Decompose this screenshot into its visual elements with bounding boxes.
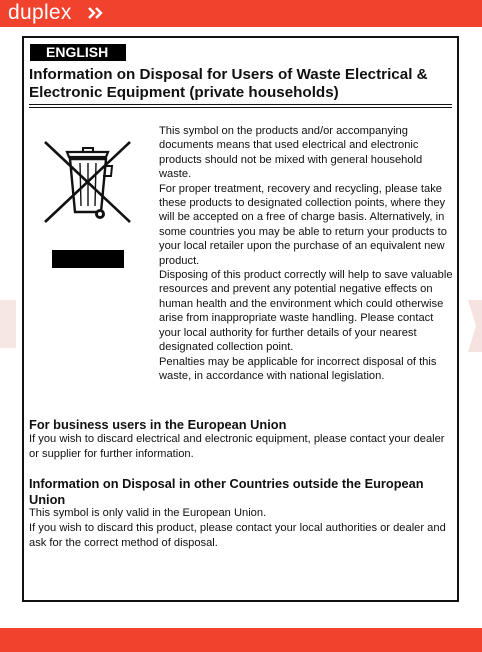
double-chevron-icon (88, 7, 104, 19)
outside-eu-text (29, 506, 454, 551)
background-watermark-right (462, 300, 482, 352)
business-users-text (29, 432, 454, 462)
language-label: ENGLISH (30, 44, 126, 61)
page-title: Information on Disposal for Users of Waste Electrical & Electronic Equipment (private households) (29, 66, 428, 101)
main-paragraph: Disposing of this product correctly will help to save valuable resources and prevent any potential negative effects on human health and the environment which could otherwise arise from inappropriate waste handling. Please contact your local authority for further details of your nearest designated collection point. (159, 269, 453, 354)
main-disposal-text (159, 124, 453, 383)
bottom-brand-bar (0, 628, 482, 652)
brand-logo: duplex (8, 1, 72, 24)
crossed-out-wheelie-bin-icon (40, 136, 136, 226)
solid-bar-marking (52, 250, 124, 268)
main-paragraph: Penalties may be applicable for incorrect disposal of this waste, in accordance with national legislation. (159, 355, 437, 382)
business-users-heading: For business users in the European Union (29, 417, 287, 432)
background-watermark-left (0, 300, 16, 348)
main-paragraph: This symbol on the products and/or accompanying documents means that used electrical and electronic products should not be mixed with general household waste. (159, 125, 423, 181)
outside-line: This symbol is only valid in the European Union. (29, 507, 267, 519)
top-brand-bar (0, 0, 482, 27)
outside-line: If you wish to discard this product, please contact your local authorities or dealer and ask for the correct method of disposal. (29, 522, 446, 549)
main-paragraph: For proper treatment, recovery and recycling, please take these products to designated collection points, where they will be accepted on a free of charge basis. Alternatively, in some countries you may be able to return your products to your local retailer upon the purchase of an equivalent new product. (159, 182, 447, 267)
outside-eu-heading: Information on Disposal in other Countries outside the European Union (29, 476, 424, 507)
business-paragraph: If you wish to discard electrical and electronic equipment, please contact your dealer or supplier for further information. (29, 433, 445, 460)
title-divider-bottom (29, 107, 452, 108)
title-divider-top (29, 104, 452, 105)
